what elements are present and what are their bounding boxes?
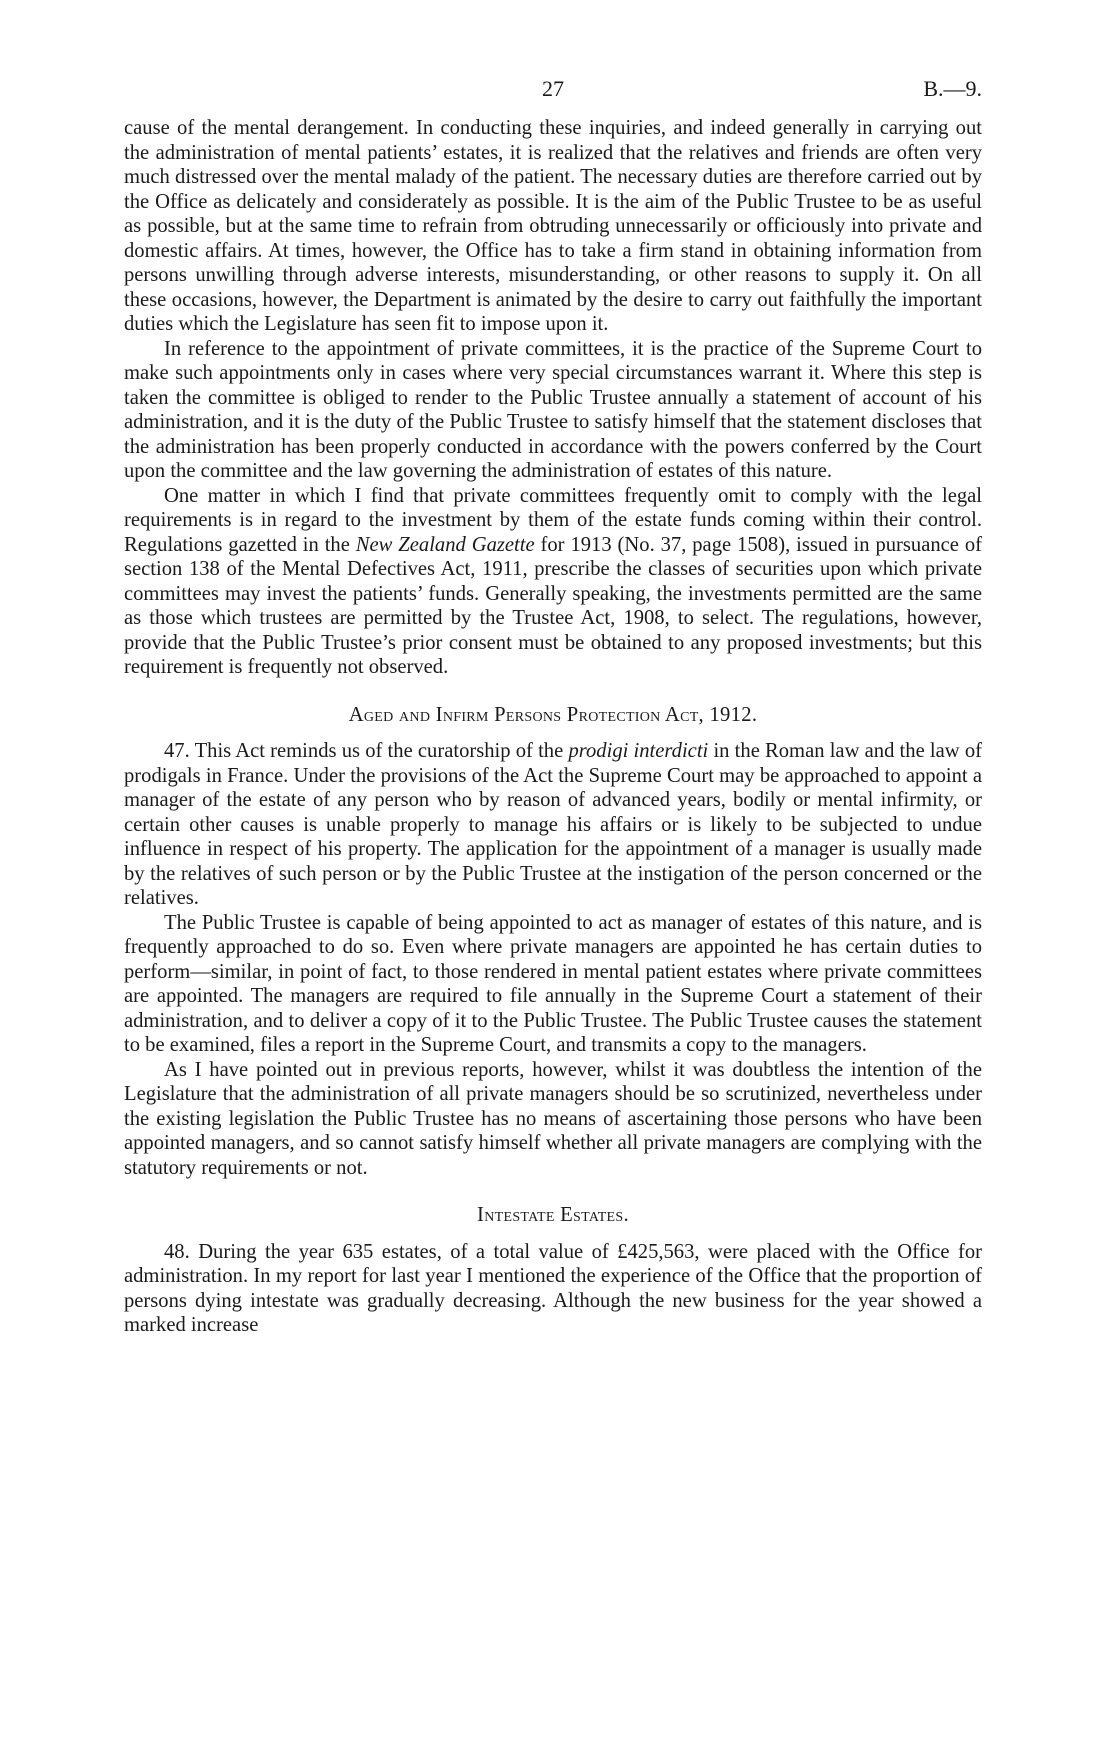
paragraph-48: 48. During the year 635 estates, of a total value of £425,563, were placed with the Office for administration. In my report for last year I mentioned the experience of the Office that the proportion of persons dying intestate was gradually decreasing. Although the new business for the year showed a marked increase bbox=[124, 1240, 982, 1336]
gazette-title: New Zealand Gazette bbox=[355, 533, 535, 556]
document-reference: B.—9. bbox=[923, 76, 982, 101]
paragraph-47 bbox=[124, 739, 982, 911]
paragraph-text: 47. This Act reminds us of the curatorship of the bbox=[164, 740, 569, 762]
paragraph-text: for 1913 (No. 37, page 1508), issued in pursuance of section 138 of the Mental Defectives Act, 1911, prescribe the classes of securities upon which private committees may invest the patients’ funds. Generally speaking, the investments permitted are the same as those which trustees are permitted by the Trustee Act, 1908, to select. The regulations, however, provide that the Public Trustee’s prior consent must be obtained to any proposed investments; but this requirement is frequently not observed. bbox=[124, 533, 982, 678]
paragraph-previous-reports: As I have pointed out in previous reports, however, whilst it was doubtless the intention of the Legislature that the administration of all private managers should be so scrutinized, nevertheless under the existing legislation the Public Trustee has no means of ascertaining those persons who have been appointed managers, and so cannot satisfy himself whether all private managers are complying with the statutory requirements or not. bbox=[124, 1058, 982, 1179]
body-text bbox=[124, 116, 982, 1338]
paragraph-text: in the Roman law and the law of prodigals in France. Under the provisions of the Act the Supreme Court may be approached to appoint a manager of the estate of any person who by reason of advanced years, bodily or mental infirmity, or certain other causes is unable properly to manage his affairs or is likely to be subjected to undue influence in respect of his property. The application for the appointment of a manager is usually made by the relatives of such person or by the Public Trustee at the instigation of the person concerned or the relatives. bbox=[124, 740, 982, 909]
paragraph-private-committees: In reference to the appointment of private committees, it is the practice of the Supreme Court to make such appointments only in cases where very special circumstances warrant it. Where this step is taken the committee is obliged to render to the Public Trustee annually a statement of account of his administration, and it is the duty of the Public Trustee to satisfy himself that the statement discloses that the administration has been properly conducted in accordance with the powers conferred by the Court upon the committee and the law governing the administration of estates of this nature. bbox=[124, 337, 982, 482]
paragraph-mental-derangement: cause of the mental derangement. In conducting these inquiries, and indeed generally in carrying out the administration of mental patients’ estates, it is realized that the relatives and friends are often very much distressed over the mental malady of the patient. The necessary duties are therefore carried out by the Office as delicately and considerately as possible. It is the aim of the Public Trustee to be as useful as possible, but at the same time to refrain from obtruding unnecessarily or officiously into private and domestic affairs. At times, however, the Office has to take a firm stand in obtaining information from persons unwilling through adverse interests, misunderstanding, or other reasons to supply it. On all these occasions, however, the Department is animated by the desire to carry out faithfully the important duties which the Legislature has seen fit to impose upon it. bbox=[124, 117, 982, 335]
paragraph-investment-regulations bbox=[124, 484, 982, 680]
paragraph-public-trustee-manager: The Public Trustee is capable of being appointed to act as manager of estates of this nature, and is frequently approached to do so. Even where private managers are appointed he has certain duties to perform—similar, in point of fact, to those rendered in mental patient estates where private committees are appointed. The managers are required to file annually in the Supreme Court a statement of their administration, and to deliver a copy of it to the Public Trustee. The Public Trustee causes the statement to be examined, files a report in the Supreme Court, and transmits a copy to the managers. bbox=[124, 911, 982, 1056]
page-header bbox=[124, 74, 982, 104]
page-number: 27 bbox=[542, 76, 564, 101]
section-heading-aged-infirm: Aged and Infirm Persons Protection Act, 1912. bbox=[348, 703, 758, 726]
section-heading-intestate: Intestate Estates. bbox=[477, 1204, 629, 1226]
paragraph-text: One matter in which I find that private committees frequently omit to comply with the legal requirements is in regard to the investment by them of the estate funds coming within their control. Regulations gazetted in the bbox=[124, 484, 982, 556]
latin-term: prodigi interdicti bbox=[568, 740, 709, 762]
